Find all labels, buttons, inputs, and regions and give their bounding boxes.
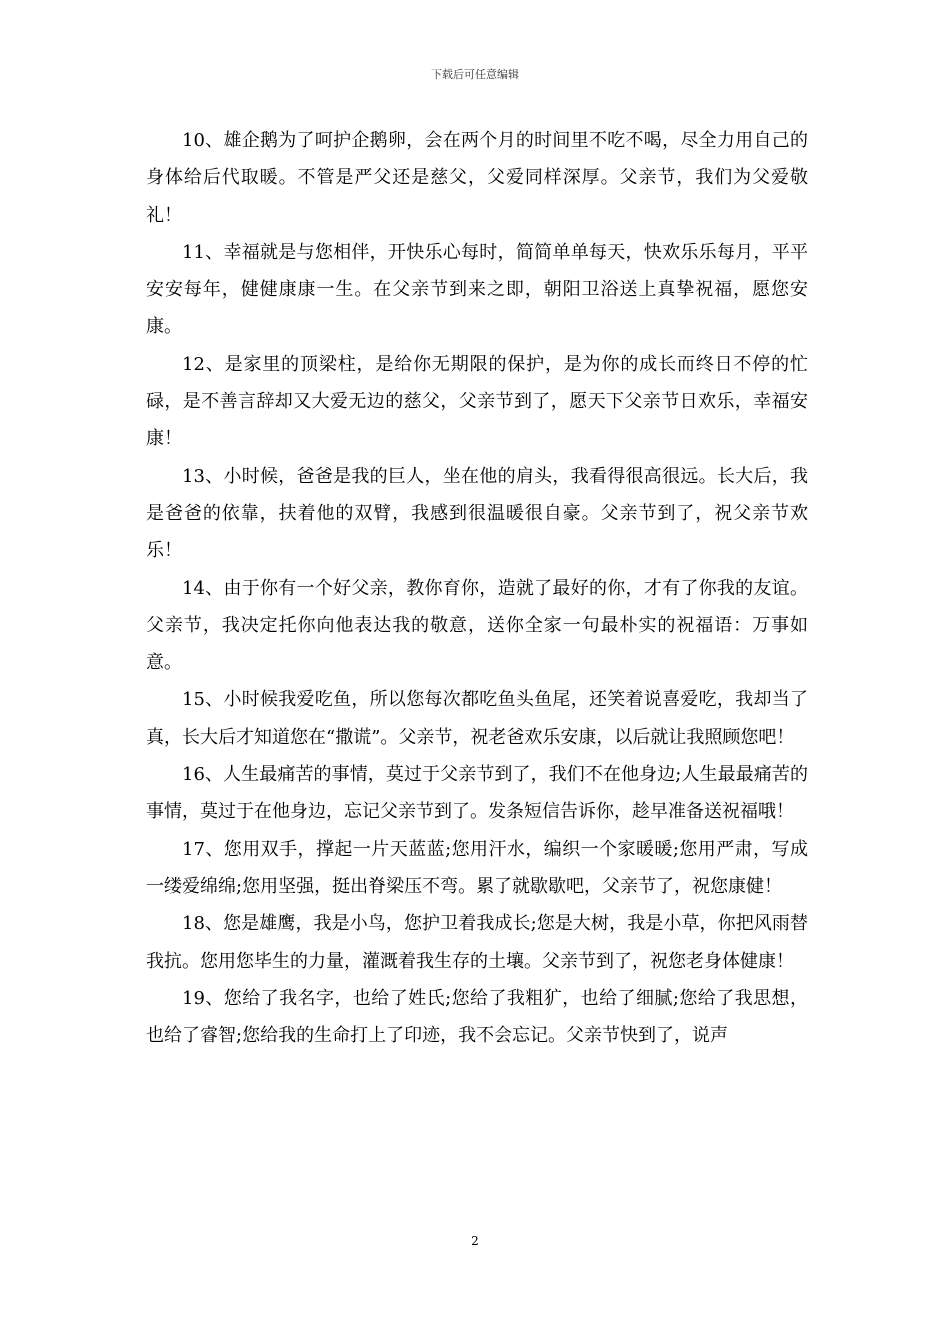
- paragraph-17: 17、您用双手，撑起一片天蓝蓝;您用汗水，编织一个家暖暖;您用严肃，写成一缕爱绵绵;您用坚强，挺出脊梁压不弯。累了就歇歇吧，父亲节了，祝您康健！: [146, 838, 808, 897]
- page-number: 2: [471, 1234, 479, 1248]
- paragraph-18: 18、您是雄鹰，我是小鸟，您护卫着我成长;您是大树，我是小草，你把风雨替我抗。您用您毕生的力量，灌溉着我生存的土壤。父亲节到了，祝您老身体健康！: [146, 913, 808, 972]
- page-header: 下载后可任意编辑: [431, 68, 519, 81]
- paragraph-14: 14、由于你有一个好父亲，教你育你，造就了最好的你，才有了你我的友谊。父亲节，我决定托你向他表达我的敬意，送你全家一句最朴实的祝福语：万事如意。: [146, 577, 808, 674]
- document-body: [146, 122, 808, 1054]
- paragraph-11: 11、幸福就是与您相伴，开快乐心每时，简简单单每天，快欢乐乐每月，平平安安每年，健健康康一生。在父亲节到来之即，朝阳卫浴送上真挚祝福，愿您安康。: [146, 241, 808, 338]
- paragraph-19: 19、您给了我名字，也给了姓氏;您给了我粗犷，也给了细腻;您给了我思想，也给了睿智;您给我的生命打上了印迹，我不会忘记。父亲节快到了，说声: [146, 987, 808, 1047]
- paragraph-16: 16、人生最痛苦的事情，莫过于父亲节到了，我们不在他身边;人生最最痛苦的事情，莫过于在他身边，忘记父亲节到了。发条短信告诉你，趁早准备送祝福哦！: [146, 764, 808, 823]
- paragraph-10: 10、雄企鹅为了呵护企鹅卵，会在两个月的时间里不吃不喝，尽全力用自己的身体给后代取暖。不管是严父还是慈父，父爱同样深厚。父亲节，我们为父爱敬礼！: [146, 130, 808, 226]
- paragraph-15: 15、小时候我爱吃鱼，所以您每次都吃鱼头鱼尾，还笑着说喜爱吃，我却当了真，长大后才知道您在“撒谎”。父亲节，祝老爸欢乐安康，以后就让我照顾您吧！: [146, 689, 808, 748]
- paragraph-12: 12、是家里的顶梁柱，是给你无期限的保护，是为你的成长而终日不停的忙碌，是不善言辞却又大爱无边的慈父，父亲节到了，愿天下父亲节日欢乐，幸福安康！: [146, 353, 808, 450]
- paragraph-13: 13、小时候，爸爸是我的巨人，坐在他的肩头，我看得很高很远。长大后，我是爸爸的依靠，扶着他的双臂，我感到很温暖很自豪。父亲节到了，祝父亲节欢乐！: [146, 465, 808, 562]
